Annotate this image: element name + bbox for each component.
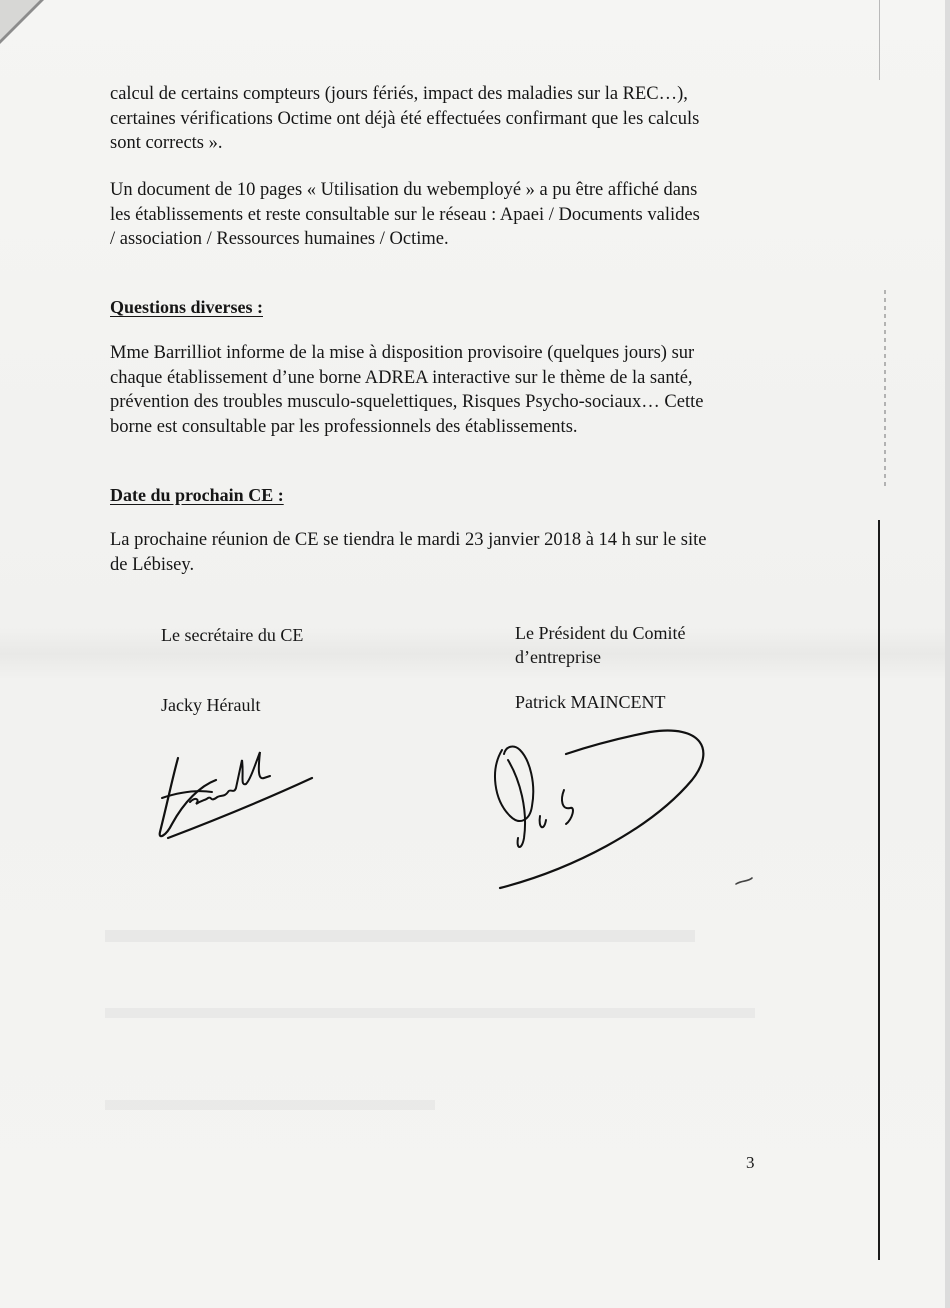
secretary-signature <box>150 740 320 850</box>
page-number: 3 <box>746 1153 755 1172</box>
paragraph-borne-adrea: Mme Barrilliot informe de la mise à disposition provisoire (quelques jours) sur chaque établissement d’une borne ADREA interactive sur le thème de la santé, prévention des troubles musculo-squelettiques, Risques Psycho-sociaux… Cette borne est consultable par les professionnels des établissements. <box>110 343 704 437</box>
margin-rule-top <box>879 0 880 80</box>
president-signature <box>480 720 760 900</box>
secretary-name: Jacky Hérault <box>161 695 261 715</box>
secretary-role: Le secrétaire du CE <box>161 625 304 645</box>
paragraph-compteurs: calcul de certains compteurs (jours fériés, impact des maladies sur la REC…), certaines vérifications Octime ont déjà été effectuées confirmant que les calculs sont corrects ». <box>110 84 700 153</box>
bleed-through-shadow <box>105 930 695 942</box>
president-role: Le Président du Comité d’entreprise <box>515 623 686 667</box>
bleed-through-shadow <box>105 1100 435 1110</box>
margin-rule <box>878 520 880 1260</box>
president-name: Patrick MAINCENT <box>515 692 666 712</box>
paragraph-prochaine-reunion: La prochaine réunion de CE se tiendra le mardi 23 janvier 2018 à 14 h sur le site de Lébisey. <box>110 530 707 575</box>
margin-dotted-line <box>884 290 886 490</box>
page-corner-fold-inner <box>0 0 40 40</box>
page-edge <box>945 0 950 1308</box>
heading-date-prochain-ce: Date du prochain CE : <box>110 485 284 505</box>
paragraph-document-webemploye: Un document de 10 pages « Utilisation du webemployé » a pu être affiché dans les établissements et reste consultable sur le réseau : Apaei / Documents valides / association / Ressources humaines / Octime. <box>110 180 700 249</box>
bleed-through-shadow <box>105 1008 755 1018</box>
heading-questions-diverses: Questions diverses : <box>110 297 263 317</box>
